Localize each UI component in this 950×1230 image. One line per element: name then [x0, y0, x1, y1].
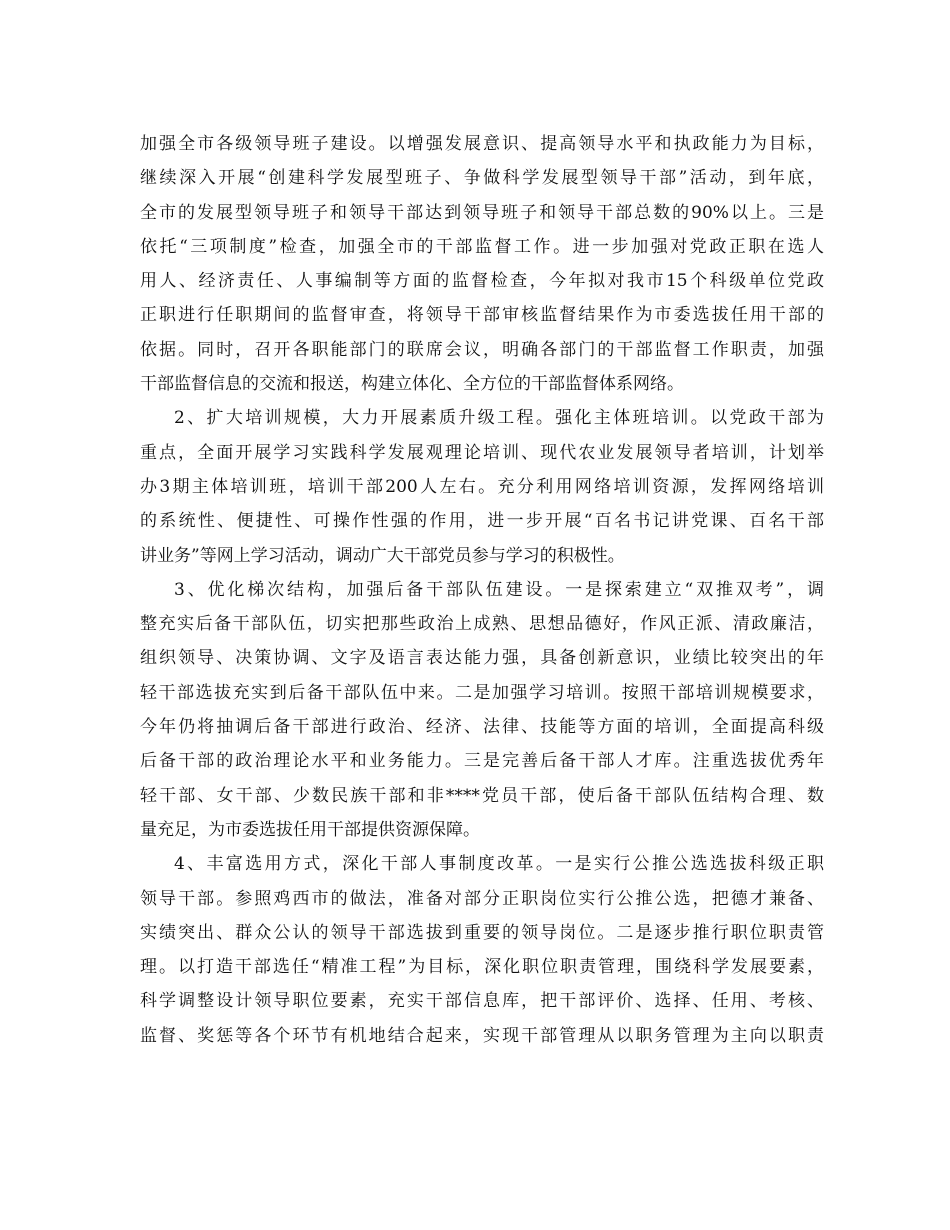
- text-line: 量充足，为市委选拔任用干部提供资源保障。: [140, 819, 480, 840]
- text-line: 实绩突出、群众公认的领导干部选拔到重要的领导岗位。二是逐步推行职位职责管: [140, 922, 824, 943]
- text-line: 理。以打造干部选任“精准工程”为目标，深化职位职责管理，围绕科学发展要素，: [140, 957, 824, 978]
- paragraph-first-line: 2、扩大培训规模，大力开展素质升级工程。强化主体班培训。以党政干部为: [174, 408, 824, 429]
- text-line: 全市的发展型领导班子和领导干部达到领导班子和领导干部总数的90%以上。三是: [140, 202, 824, 223]
- text-line: 干部监督信息的交流和报送，构建立体化、全方位的干部监督体系网络。: [140, 374, 684, 395]
- paragraph-first-line: 3、优化梯次结构，加强后备干部队伍建设。一是探索建立“双推双考”，调: [174, 579, 824, 600]
- text-line: 正职进行任职期间的监督审查，将领导干部审核监督结果作为市委选拔任用干部的: [140, 305, 824, 326]
- text-line: 加强全市各级领导班子建设。以增强发展意识、提高领导水平和执政能力为目标，: [140, 134, 824, 154]
- text-line: 轻干部、女干部、少数民族干部和非****党员干部，使后备干部队伍结构合理、数: [140, 785, 824, 806]
- text-line: 依据。同时，召开各职能部门的联席会议，明确各部门的干部监督工作职责，加强: [140, 339, 824, 360]
- text-line: 整充实后备干部队伍，切实把那些政治上成熟、思想品德好，作风正派、清政廉洁，: [140, 614, 824, 635]
- text-line: 领导干部。参照鸡西市的做法，准备对部分正职岗位实行公推公选，把德才兼备、: [140, 888, 824, 909]
- text-line: 的系统性、便捷性、可操作性强的作用，进一步开展“百名书记讲党课、百名干部: [140, 511, 824, 532]
- text-line: 组织领导、决策协调、文字及语言表达能力强，具备创新意识，业绩比较突出的年: [140, 648, 824, 669]
- paragraph-first-line: 4、丰富选用方式，深化干部人事制度改革。一是实行公推公选选拔科级正职: [174, 854, 824, 875]
- text-line: 重点，全面开展学习实践科学发展观理论培训、现代农业发展领导者培训，计划举: [140, 442, 824, 463]
- text-line: 轻干部选拔充实到后备干部队伍中来。二是加强学习培训。按照干部培训规模要求，: [140, 682, 824, 703]
- text-line: 依托“三项制度”检查，加强全市的干部监督工作。进一步加强对党政正职在选人: [140, 236, 824, 257]
- text-line: 今年仍将抽调后备干部进行政治、经济、法律、技能等方面的培训，全面提高科级: [140, 717, 824, 738]
- text-line: 讲业务”等网上学习活动，调动广大干部党员参与学习的积极性。: [140, 545, 625, 566]
- text-line: 办3期主体培训班，培训干部200人左右。充分利用网络培训资源，发挥网络培训: [140, 476, 824, 497]
- text-line: 监督、奖惩等各个环节有机地结合起来，实现干部管理从以职务管理为主向以职责: [140, 1025, 824, 1046]
- text-line: 用人、经济责任、人事编制等方面的监督检查，今年拟对我市15个科级单位党政: [140, 271, 824, 292]
- text-line: 继续深入开展“创建科学发展型班子、争做科学发展型领导干部”活动，到年底，: [140, 168, 824, 189]
- document-body: [140, 127, 824, 1053]
- text-line: 后备干部的政治理论水平和业务能力。三是完善后备干部人才库。注重选拔优秀年: [140, 751, 824, 772]
- text-line: 科学调整设计领导职位要素，充实干部信息库，把干部评价、选择、任用、考核、: [140, 991, 824, 1012]
